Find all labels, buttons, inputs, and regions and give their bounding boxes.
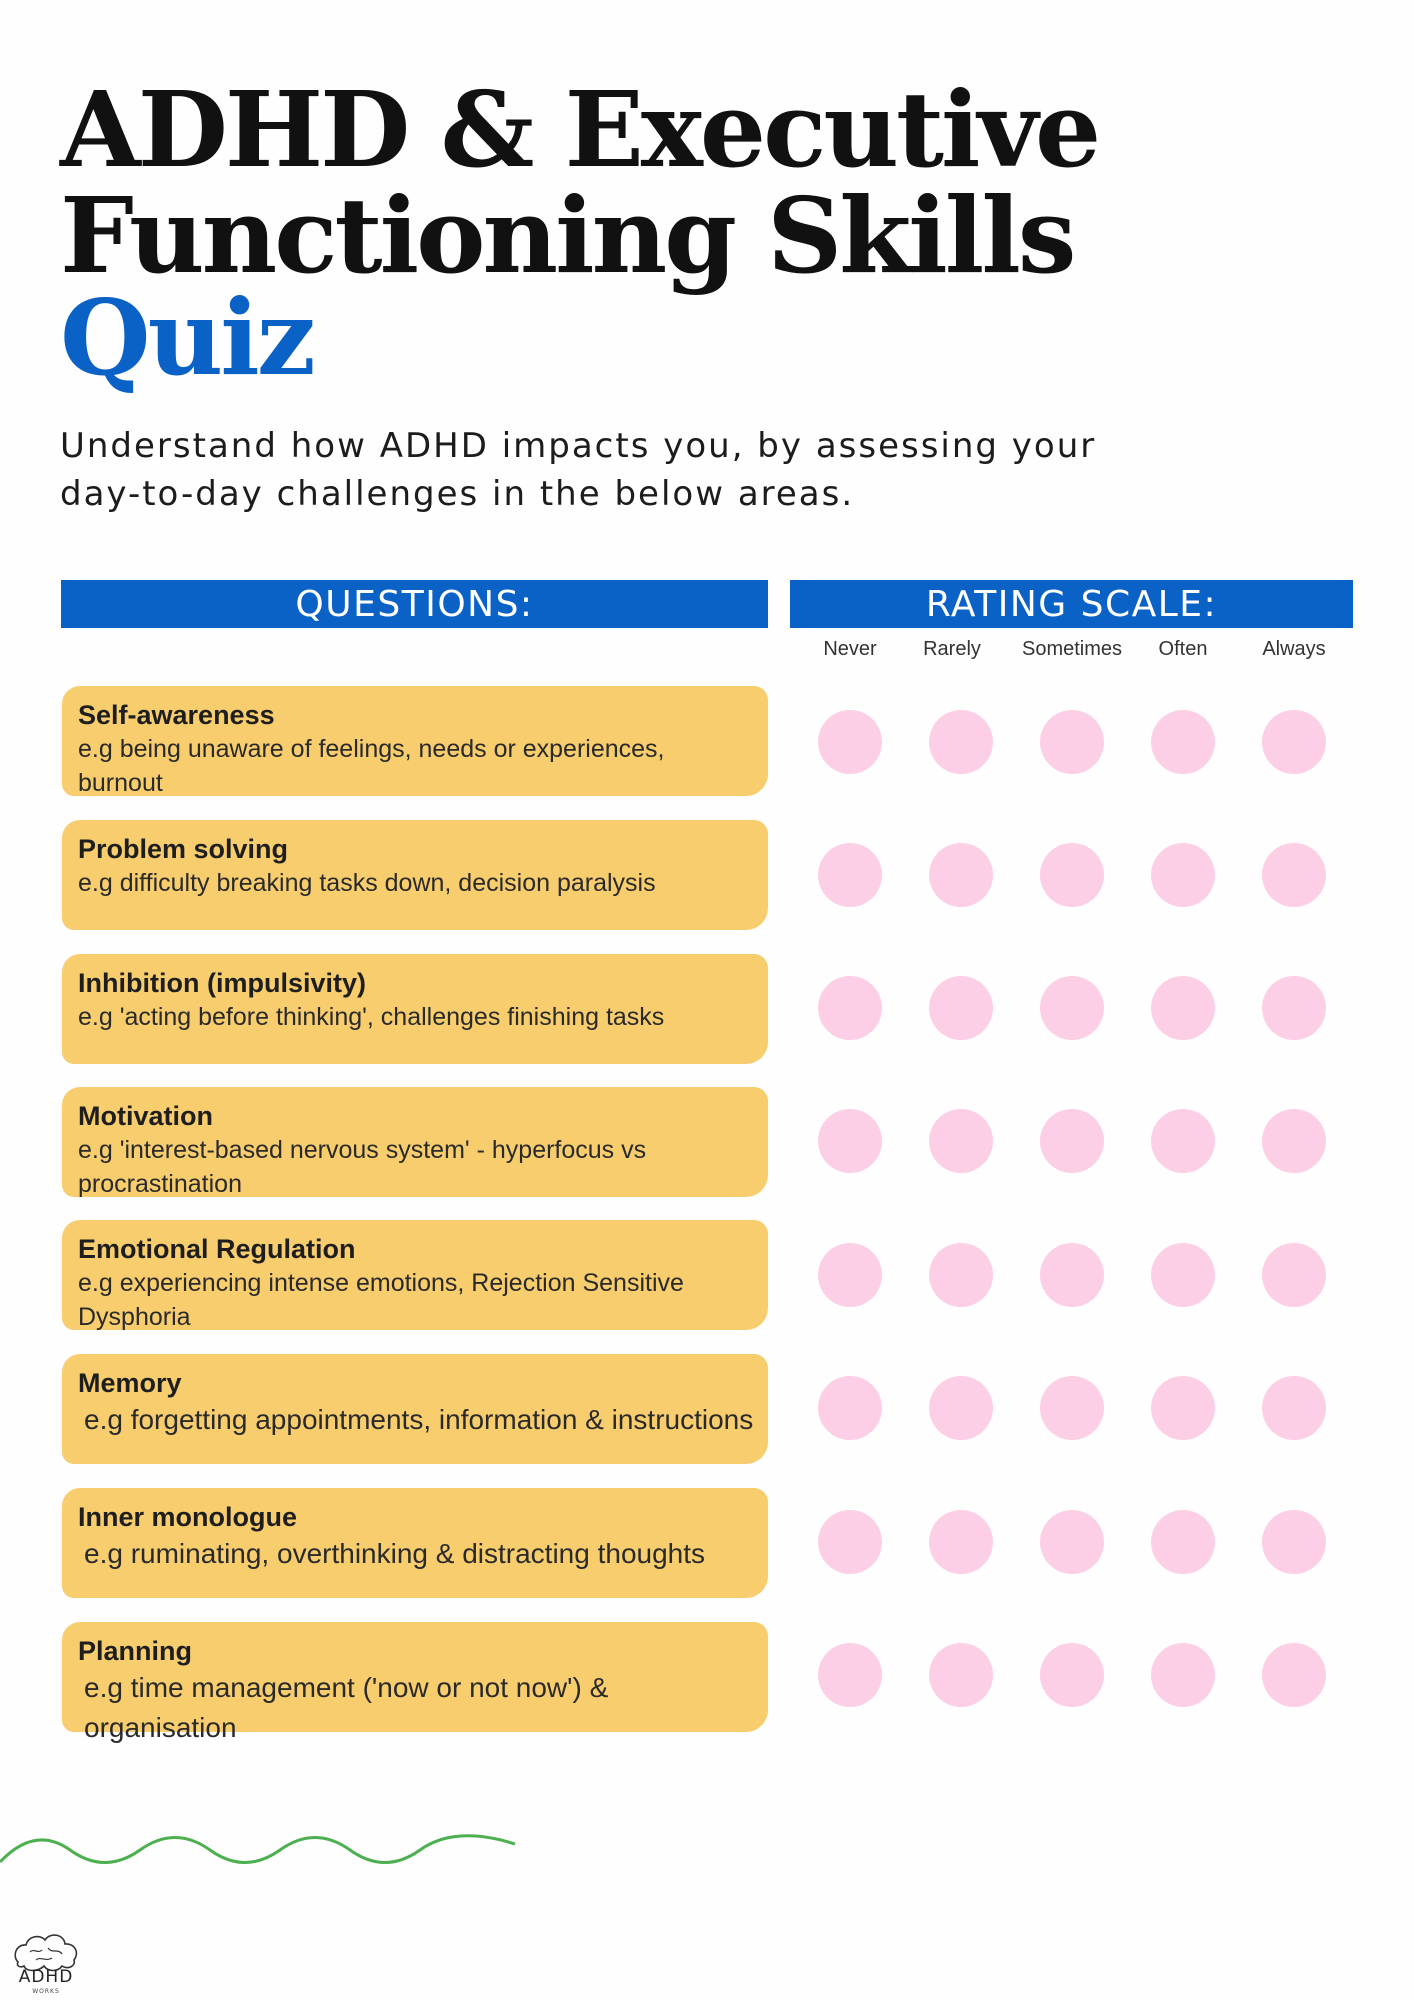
rating-dot-memory-never[interactable]	[818, 1376, 882, 1440]
scale-label-rarely: Rarely	[923, 638, 981, 660]
rating-dot-memory-sometimes[interactable]	[1040, 1376, 1104, 1440]
question-card-memory	[62, 1354, 768, 1464]
rating-dot-planning-rarely[interactable]	[929, 1643, 993, 1707]
questions-header: QUESTIONS:	[61, 580, 768, 628]
rating-dot-inhibition-sometimes[interactable]	[1040, 976, 1104, 1040]
question-title: Inner monologue	[78, 1502, 297, 1532]
rating-dot-memory-rarely[interactable]	[929, 1376, 993, 1440]
rating-dot-inner-monologue-sometimes[interactable]	[1040, 1510, 1104, 1574]
title-line-2: Functioning Skills	[60, 174, 1074, 297]
question-card-motivation	[62, 1087, 768, 1197]
rating-dot-motivation-always[interactable]	[1262, 1109, 1326, 1173]
question-card-emotional-regulation	[62, 1220, 768, 1330]
rating-dot-planning-always[interactable]	[1262, 1643, 1326, 1707]
rating-dot-emotional-regulation-rarely[interactable]	[929, 1243, 993, 1307]
rating-dot-emotional-regulation-never[interactable]	[818, 1243, 882, 1307]
question-title: Emotional Regulation	[78, 1234, 356, 1264]
question-card-inhibition	[62, 954, 768, 1064]
question-title: Inhibition (impulsivity)	[78, 968, 366, 998]
rating-dot-self-awareness-often[interactable]	[1151, 710, 1215, 774]
rating-dot-problem-solving-sometimes[interactable]	[1040, 843, 1104, 907]
rating-dot-self-awareness-always[interactable]	[1262, 710, 1326, 774]
question-description: e.g ruminating, overthinking & distracting thoughts	[84, 1538, 706, 1569]
rating-dot-inhibition-often[interactable]	[1151, 976, 1215, 1040]
rating-dot-motivation-rarely[interactable]	[929, 1109, 993, 1173]
rating-dot-emotional-regulation-often[interactable]	[1151, 1243, 1215, 1307]
question-card-problem-solving	[62, 820, 768, 930]
question-card-planning	[62, 1622, 768, 1743]
rating-dot-inner-monologue-never[interactable]	[818, 1510, 882, 1574]
wave-decoration	[0, 1820, 520, 1880]
question-card-self-awareness	[62, 686, 768, 796]
rating-dot-self-awareness-rarely[interactable]	[929, 710, 993, 774]
question-description: e.g 'interest-based nervous system' - hyperfocus vs procrastination	[78, 1136, 647, 1198]
question-title: Planning	[78, 1636, 192, 1666]
scale-label-often: Often	[1158, 638, 1208, 660]
rating-dot-motivation-sometimes[interactable]	[1040, 1109, 1104, 1173]
rating-dot-problem-solving-never[interactable]	[818, 843, 882, 907]
question-title: Self-awareness	[78, 700, 275, 730]
question-description: e.g 'acting before thinking', challenges finishing tasks	[78, 1003, 665, 1031]
rating-dot-inhibition-rarely[interactable]	[929, 976, 993, 1040]
question-title: Motivation	[78, 1101, 213, 1131]
rating-dot-planning-never[interactable]	[818, 1643, 882, 1707]
logo-subtext: WORKS	[32, 1988, 60, 1995]
rating-dot-emotional-regulation-always[interactable]	[1262, 1243, 1326, 1307]
subtitle: Understand how ADHD impacts you, by assessing your day-to-day challenges in the below areas.	[60, 426, 1097, 514]
title-line-1: ADHD & Executive	[60, 68, 1099, 191]
rating-dot-inner-monologue-always[interactable]	[1262, 1510, 1326, 1574]
scale-label-always: Always	[1262, 638, 1326, 660]
question-description: e.g difficulty breaking tasks down, decision paralysis	[78, 869, 656, 897]
logo-text: ADHD	[18, 1967, 74, 1987]
scale-label-never: Never	[823, 638, 877, 660]
rating-scale-header: RATING SCALE:	[790, 580, 1353, 628]
rating-dot-memory-often[interactable]	[1151, 1376, 1215, 1440]
title-quiz: Quiz	[60, 276, 313, 399]
rating-dot-self-awareness-sometimes[interactable]	[1040, 710, 1104, 774]
rating-dot-problem-solving-always[interactable]	[1262, 843, 1326, 907]
rating-dot-problem-solving-often[interactable]	[1151, 843, 1215, 907]
rating-dot-inhibition-never[interactable]	[818, 976, 882, 1040]
rating-dot-motivation-often[interactable]	[1151, 1109, 1215, 1173]
scale-label-sometimes: Sometimes	[1021, 638, 1123, 660]
rating-dot-emotional-regulation-sometimes[interactable]	[1040, 1243, 1104, 1307]
question-description: e.g forgetting appointments, information & instructions	[84, 1404, 754, 1435]
question-card-inner-monologue	[62, 1488, 768, 1598]
rating-dot-inner-monologue-rarely[interactable]	[929, 1510, 993, 1574]
rating-dot-motivation-never[interactable]	[818, 1109, 882, 1173]
question-description: e.g being unaware of feelings, needs or experiences, burnout	[78, 735, 665, 797]
rating-dot-planning-sometimes[interactable]	[1040, 1643, 1104, 1707]
question-description: e.g experiencing intense emotions, Rejection Sensitive Dysphoria	[78, 1269, 684, 1331]
rating-dot-planning-often[interactable]	[1151, 1643, 1215, 1707]
rating-dot-inhibition-always[interactable]	[1262, 976, 1326, 1040]
rating-dot-self-awareness-never[interactable]	[818, 710, 882, 774]
rating-dot-problem-solving-rarely[interactable]	[929, 843, 993, 907]
rating-dot-inner-monologue-often[interactable]	[1151, 1510, 1215, 1574]
question-description: e.g time management ('now or not now') & organisation	[84, 1672, 609, 1743]
question-title: Memory	[78, 1368, 182, 1398]
rating-dot-memory-always[interactable]	[1262, 1376, 1326, 1440]
question-title: Problem solving	[78, 834, 289, 864]
